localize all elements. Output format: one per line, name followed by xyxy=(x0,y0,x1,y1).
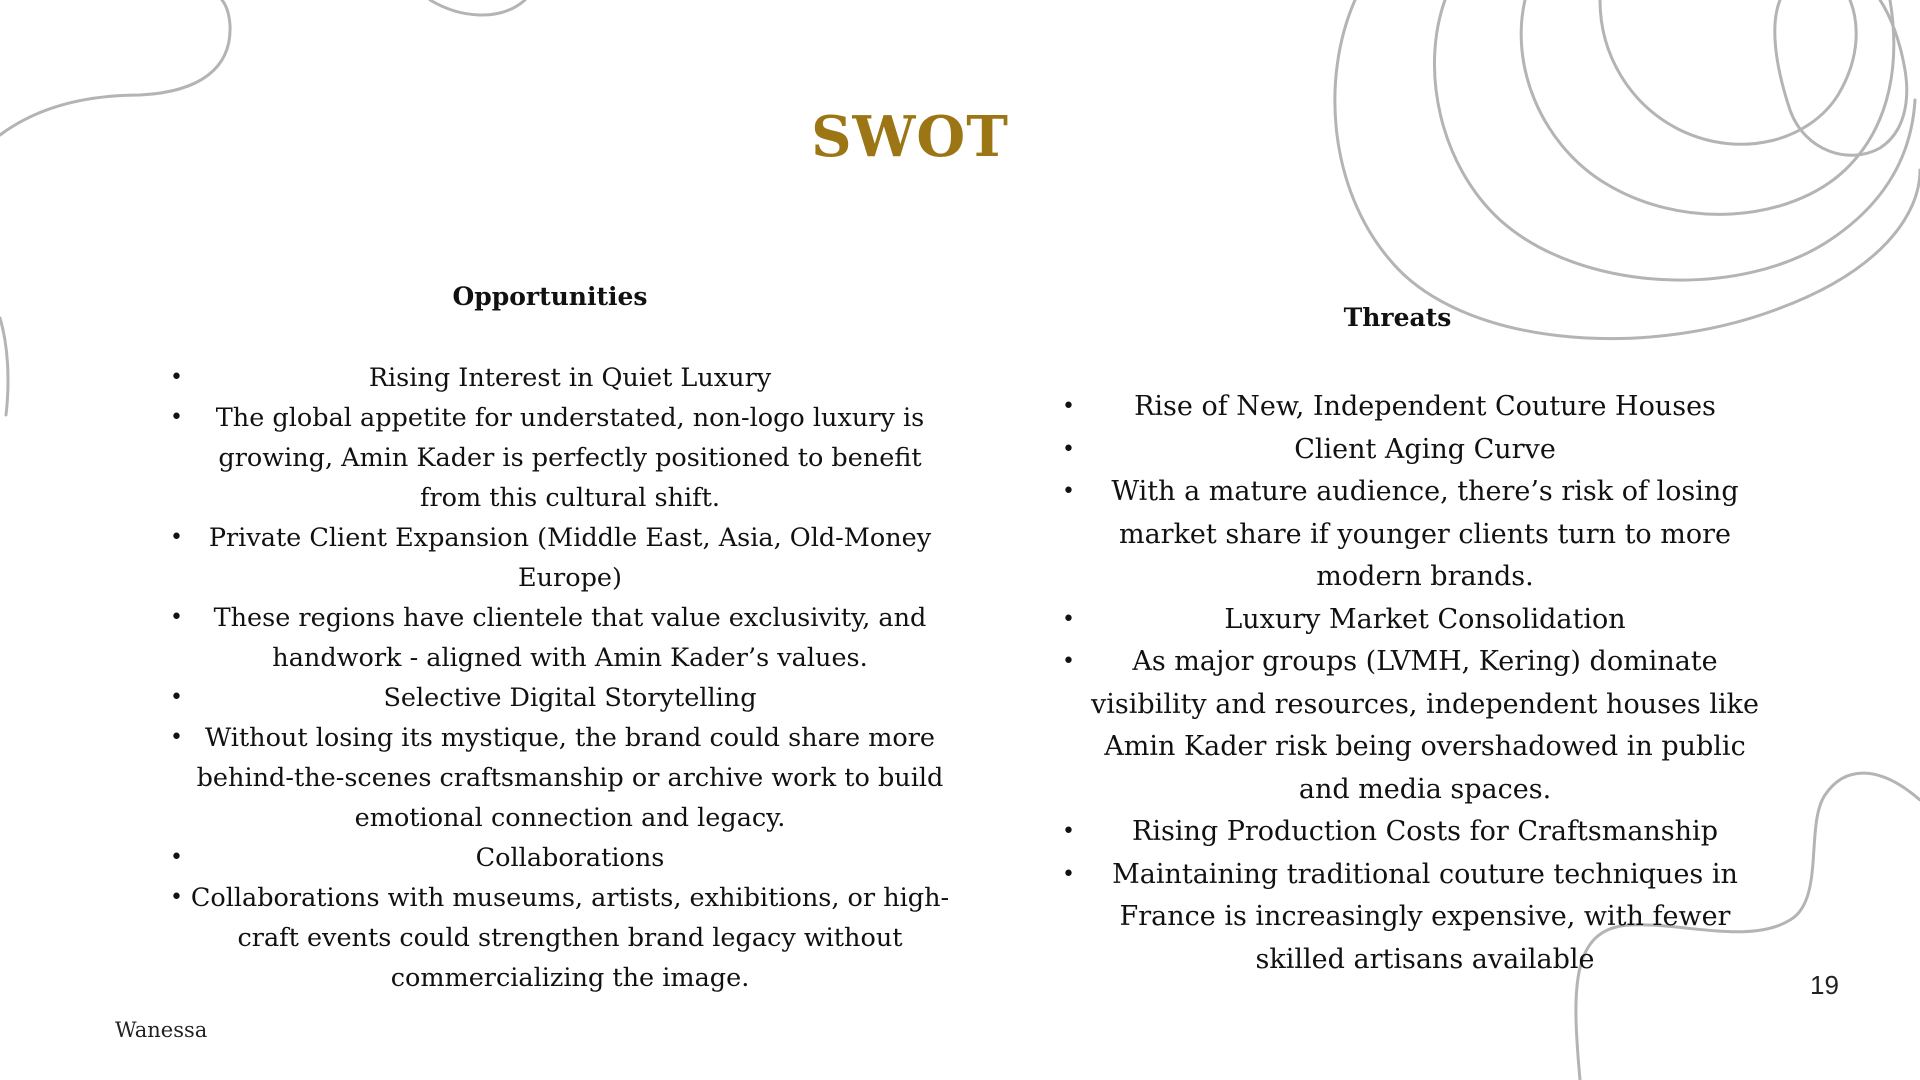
opportunity-item: • Collaborations with museums, artists, exhibitions, or high-craft events could strengthen brand legacy without commercializing the image. xyxy=(170,878,980,998)
footer-author: Wanessa xyxy=(115,1018,208,1042)
opportunity-item: • The global appetite for understated, non-logo luxury is growing, Amin Kader is perfectly positioned to benefit from this cultural shift. xyxy=(170,398,980,518)
page-number: 19 xyxy=(1810,970,1839,1000)
contour-line-left-edge xyxy=(0,318,8,415)
slide-title: SWOT xyxy=(811,104,1009,170)
threat-item: • Client Aging Curve xyxy=(1062,429,1774,472)
opportunity-item: • Rising Interest in Quiet Luxury xyxy=(170,358,980,398)
opportunity-item: • Without losing its mystique, the brand could share more behind-the-scenes craftsmanship or archive work to build emotional connection and legacy. xyxy=(170,718,980,838)
contour-line-top-small xyxy=(430,0,525,15)
threat-item: • Maintaining traditional couture techniques in France is increasingly expensive, with fewer skilled artisans available xyxy=(1062,854,1774,982)
opportunity-item: • Private Client Expansion (Middle East, Asia, Old-Money Europe) xyxy=(170,518,980,598)
threat-item: • Rising Production Costs for Craftsmanship xyxy=(1062,811,1774,854)
opportunity-item: • Collaborations xyxy=(170,838,980,878)
threat-item: • Rise of New, Independent Couture Houses xyxy=(1062,386,1774,429)
threats-list xyxy=(1062,386,1774,981)
threat-item: • With a mature audience, there’s risk of losing market share if younger clients turn to more modern brands. xyxy=(1062,471,1774,599)
opportunities-list xyxy=(170,358,980,998)
threats-heading: Threats xyxy=(1343,303,1452,332)
opportunity-item: • These regions have clientele that value exclusivity, and handwork - aligned with Amin Kader’s values. xyxy=(170,598,980,678)
opportunity-item: • Selective Digital Storytelling xyxy=(170,678,980,718)
threat-item: • Luxury Market Consolidation xyxy=(1062,599,1774,642)
threat-item: • As major groups (LVMH, Kering) dominate visibility and resources, independent houses like Amin Kader risk being overshadowed in public and media spaces. xyxy=(1062,641,1774,811)
opportunities-heading: Opportunities xyxy=(452,282,648,311)
